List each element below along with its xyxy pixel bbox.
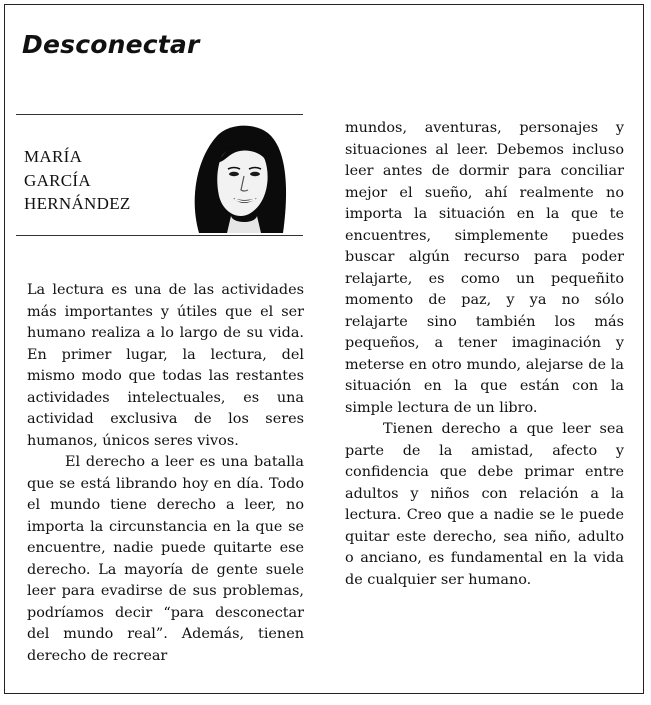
author-name-line-1: MARÍA <box>24 147 83 166</box>
paragraph-3: Tienen derecho a que leer sea parte de la amistad, afecto y confidencia que debe primar entre adultos y niños con relación a la lectura. Creo que a nadie se le puede quitar este derecho, sea niño, adulto o anciano, es fundamental en la vida de cualquier ser humano. <box>345 421 624 588</box>
article-column-right <box>345 118 624 591</box>
author-name-line-2: GARCÍA <box>24 170 91 190</box>
author-name-line-3: HERNÁNDEZ <box>24 194 131 213</box>
author-box <box>16 114 303 236</box>
article-column-left <box>27 280 304 667</box>
paragraph-2: El derecho a leer es una batalla que se está librando hoy en día. Todo el mundo tiene derecho a leer, no importa la circunstancia en la que se encuentre, nadie puede quitarte ese derecho. La mayoría de gente suele leer para evadirse de sus problemas, podríamos decir “para desconectar del mundo real”. Además, tienen derecho de recrear <box>27 454 304 664</box>
article-title: Desconectar <box>22 30 200 59</box>
paragraph-2-continued: mundos, aventuras, personajes y situaciones al leer. Debemos incluso leer antes de dormir para conciliar mejor el sueño, ahí realmente no importa la situación en la que te encuentres, simplemente puedes buscar algún recurso para poder relajarte, es como un pequeñito momento de paz, y ya no sólo relajarte sino también los más pequeños, a tener imaginación y meterse en otro mundo, alejarse de la situación en la que están con la simple lectura de un libro. <box>345 120 624 416</box>
author-name <box>24 145 131 216</box>
paragraph-1: La lectura es una de las actividades más importantes y útiles que el ser humano realiza a lo largo de su vida. En primer lugar, la lectura, del mismo modo que todas las restantes actividades intelectuales, es una actividad exclusiva de los seres humanos, únicos seres vivos. <box>27 282 304 449</box>
author-portrait-icon <box>171 118 299 233</box>
